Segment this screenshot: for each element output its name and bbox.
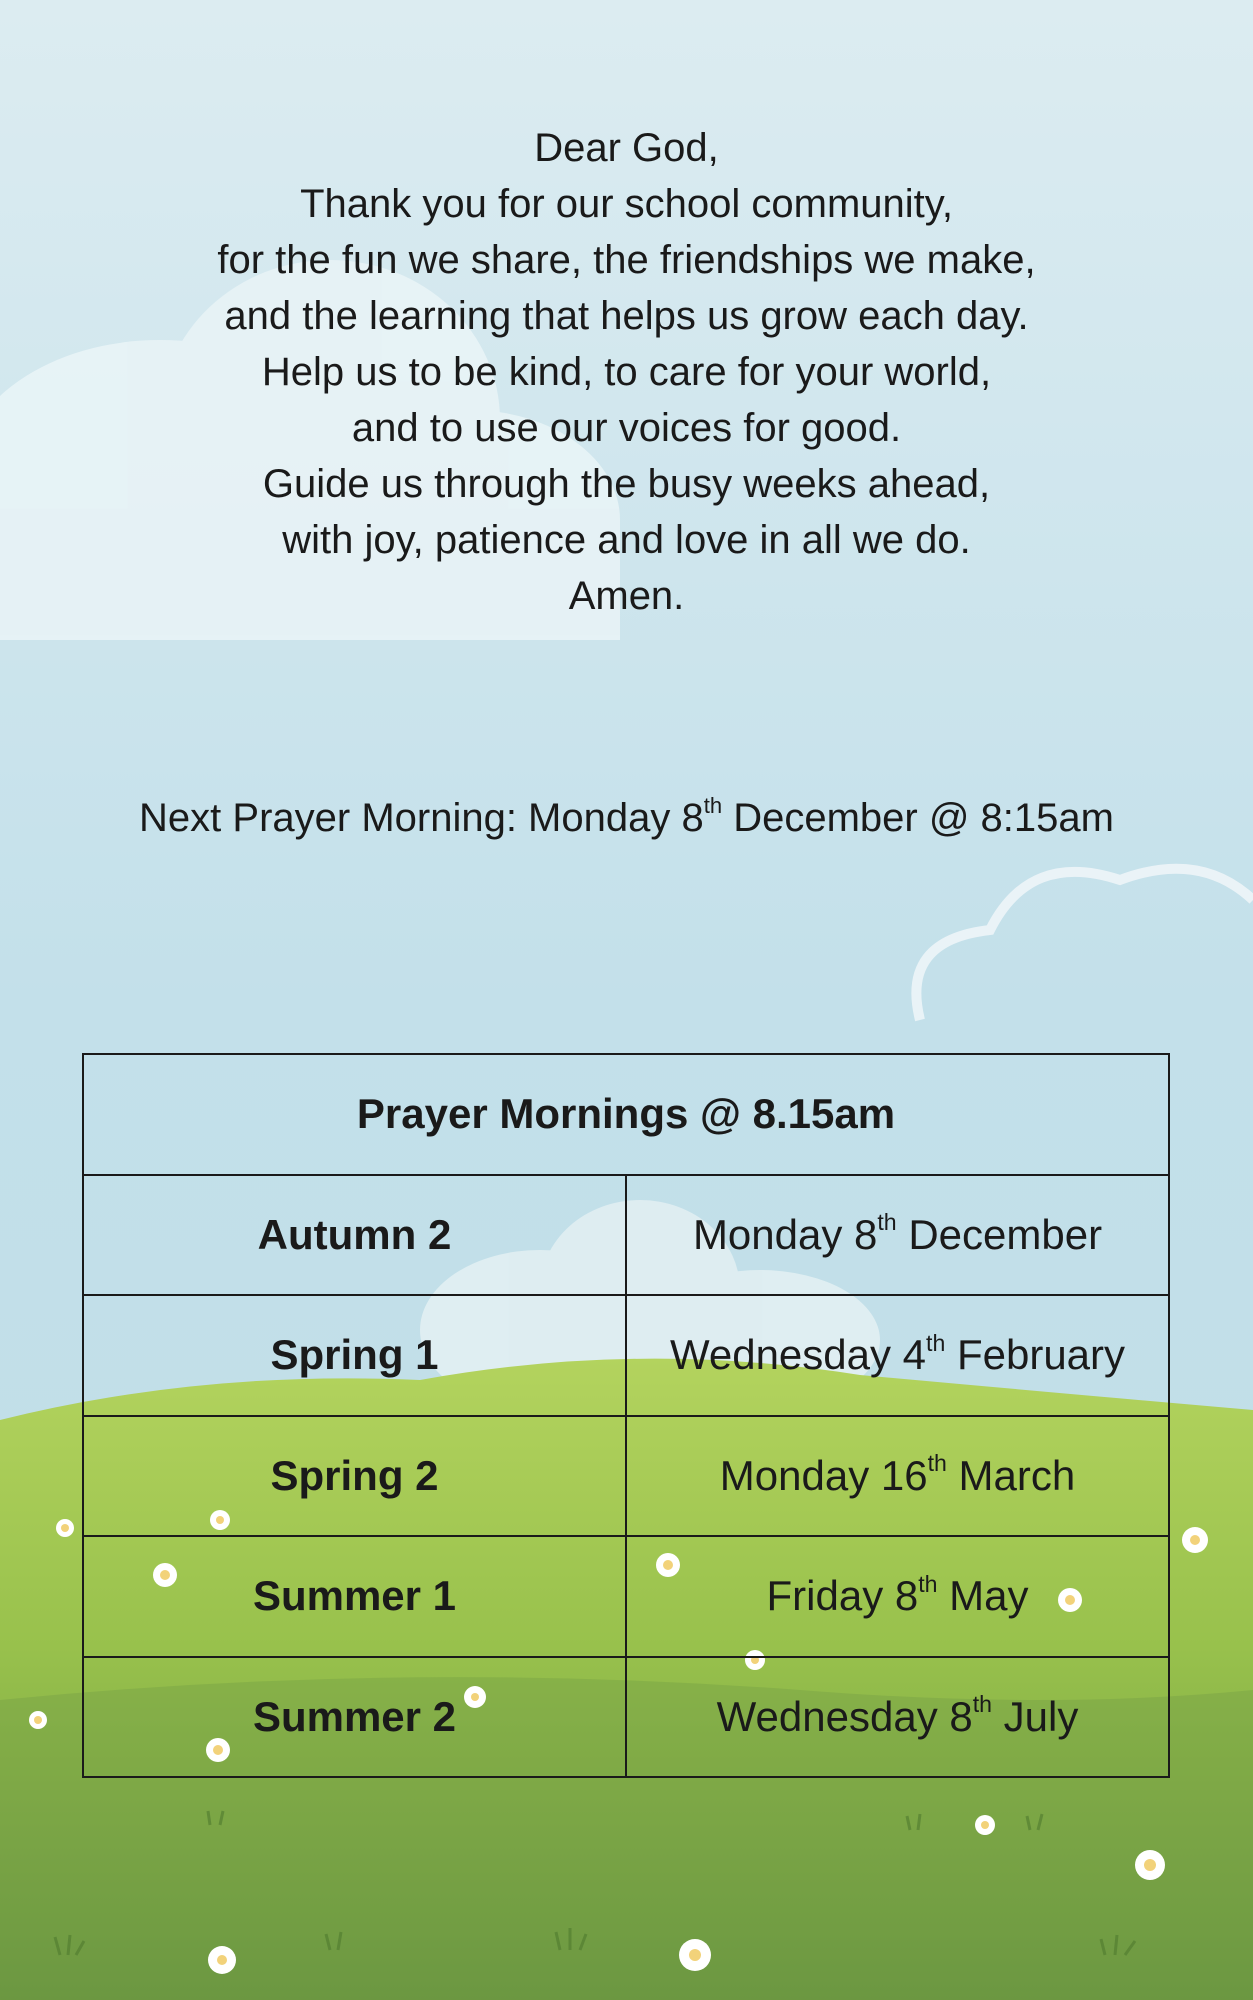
- next-prayer-prefix: Next Prayer Morning: Monday 8: [139, 796, 704, 840]
- table-row: [83, 1657, 1169, 1778]
- prayer-line: and the learning that helps us grow each day.: [224, 294, 1029, 338]
- table-row: [83, 1536, 1169, 1657]
- prayer-line: with joy, patience and love in all we do.: [282, 518, 971, 562]
- table-row: [83, 1295, 1169, 1416]
- term-cell: Autumn 2: [83, 1175, 626, 1296]
- table-header-row: [83, 1054, 1169, 1175]
- table-row: [83, 1416, 1169, 1537]
- table-header: Prayer Mornings @ 8.15am: [83, 1054, 1169, 1175]
- prayer-line: Amen.: [568, 574, 685, 618]
- date-cell: Monday 16th March: [626, 1416, 1169, 1537]
- prayer-line: Thank you for our school community,: [300, 182, 953, 226]
- next-prayer-rest: December @ 8:15am: [722, 796, 1114, 840]
- term-cell: Summer 1: [83, 1536, 626, 1657]
- date-cell: Monday 8th December: [626, 1175, 1169, 1296]
- next-prayer-morning: [0, 790, 1253, 846]
- prayer-line: Guide us through the busy weeks ahead,: [262, 462, 991, 506]
- next-prayer-ordinal: th: [703, 793, 723, 819]
- date-cell: Friday 8th May: [626, 1536, 1169, 1657]
- prayer-line: and to use our voices for good.: [351, 406, 902, 450]
- term-cell: Summer 2: [83, 1657, 626, 1778]
- prayer-mornings-table: [82, 1053, 1170, 1778]
- prayer-line: Dear God,: [534, 126, 719, 170]
- prayer-line: for the fun we share, the friendships we make,: [217, 238, 1036, 282]
- term-cell: Spring 2: [83, 1416, 626, 1537]
- table-row: [83, 1175, 1169, 1296]
- date-cell: Wednesday 4th February: [626, 1295, 1169, 1416]
- date-cell: Wednesday 8th July: [626, 1657, 1169, 1778]
- prayer-line: Help us to be kind, to care for your world,: [261, 350, 992, 394]
- prayer-text: [0, 120, 1253, 624]
- term-cell: Spring 1: [83, 1295, 626, 1416]
